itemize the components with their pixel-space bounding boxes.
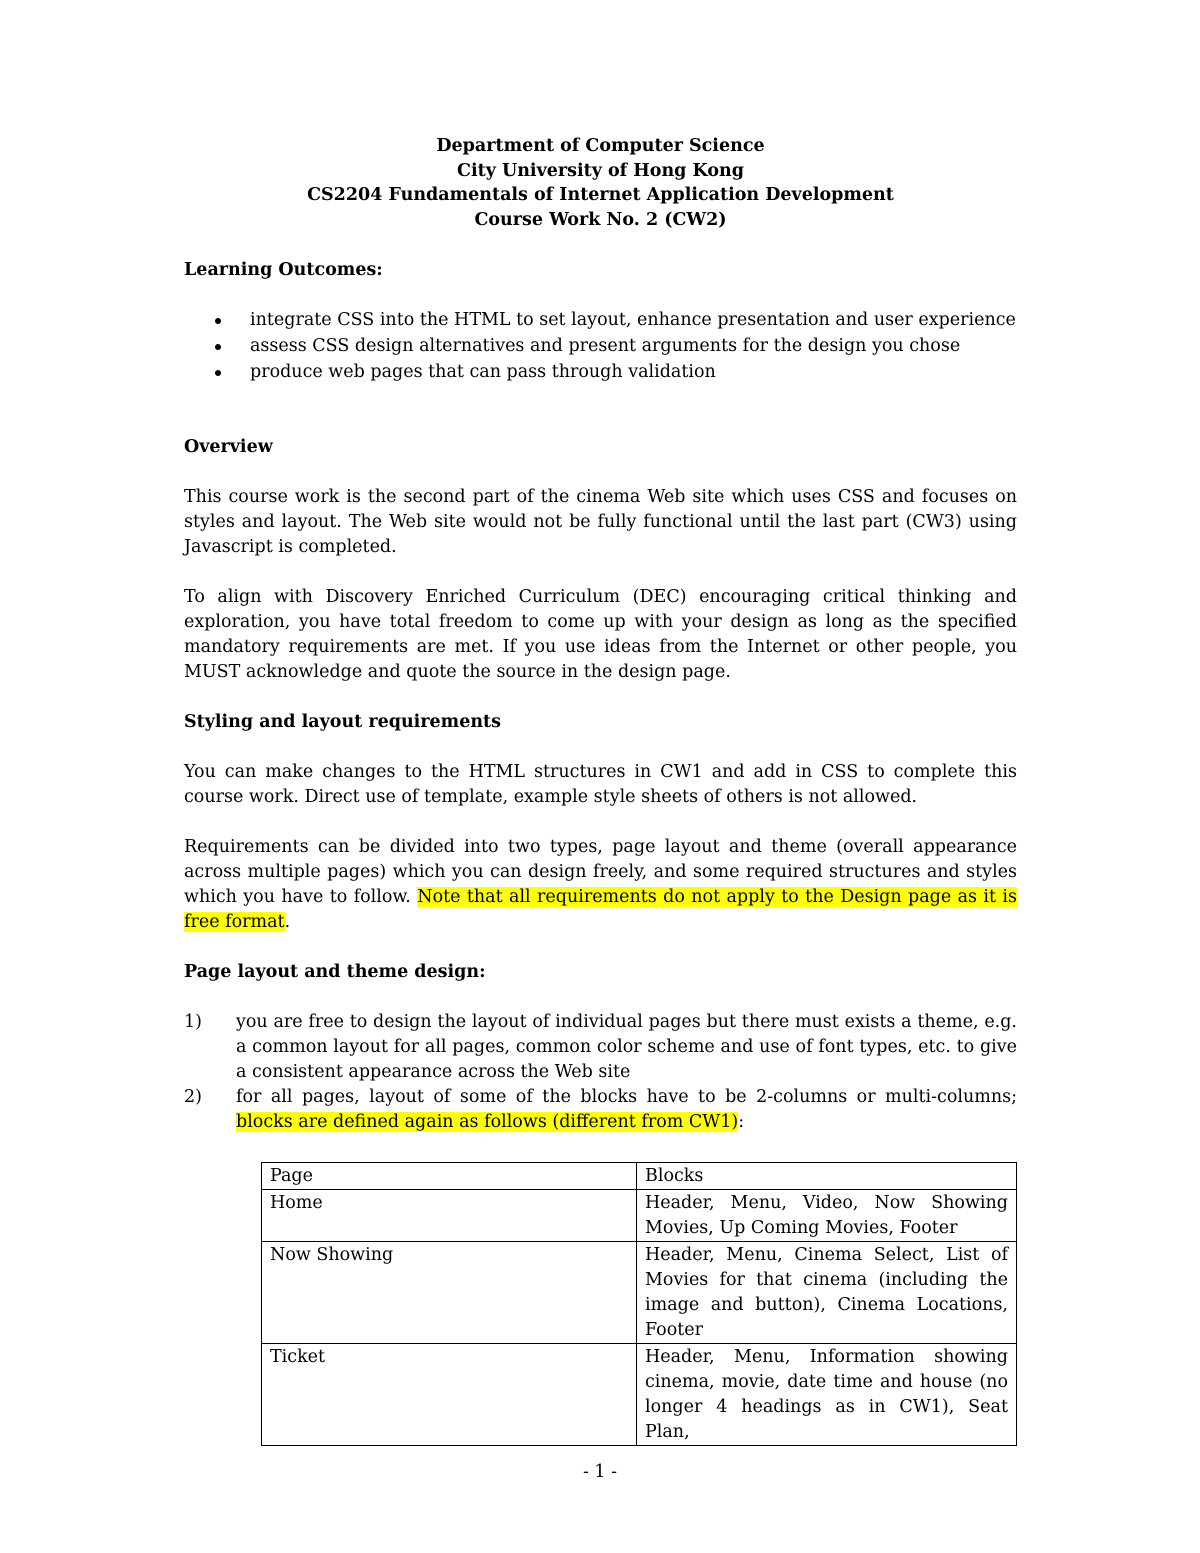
- overview-paragraph-1: This course work is the second part of the cinema Web site which uses CSS and focuses on styles and layout. The Web site would not be fully functional until the last part (CW3) using Javascript is completed.: [184, 487, 1017, 557]
- overview-heading: Overview: [184, 437, 273, 457]
- list-item: produce web pages that can pass through validation: [184, 359, 1017, 385]
- title-department: Department of Computer Science: [436, 136, 765, 156]
- blocks-table: [261, 1162, 1017, 1446]
- highlighted-note: blocks are defined again as follows (different from CW1): [236, 1112, 739, 1132]
- list-item: assess CSS design alternatives and present arguments for the design you chose: [184, 333, 1017, 359]
- title-course: CS2204 Fundamentals of Internet Application Development: [307, 185, 894, 205]
- page-layout-heading: Page layout and theme design:: [184, 962, 486, 982]
- title-university: City University of Hong Kong: [457, 160, 744, 181]
- highlighted-note: Note that all requirements do not apply to the Design page as it is free format: [184, 887, 1017, 932]
- list-item: integrate CSS into the HTML to set layout, enhance presentation and user experience: [184, 307, 1017, 333]
- list-number: 2): [184, 1087, 202, 1107]
- document-body: [184, 134, 1017, 1135]
- table-header-page: Page: [262, 1163, 637, 1190]
- list-item: 2) for all pages, layout of some of the blocks have to be 2-columns or multi-columns; blocks are defined again as follows (different from CW1):: [184, 1087, 1017, 1132]
- table-cell-blocks: Header, Menu, Video, Now Showing Movies, Up Coming Movies, Footer: [637, 1190, 1017, 1242]
- styling-paragraph-1: You can make changes to the HTML structures in CW1 and add in CSS to complete this course work. Direct use of template, example style sheets of others is not allowed.: [184, 762, 1017, 807]
- document-title: [184, 134, 1017, 232]
- bullet-icon: [215, 344, 221, 350]
- table-row: [262, 1190, 1017, 1242]
- table-cell-blocks: Header, Menu, Cinema Select, List of Movies for that cinema (including the image and button), Cinema Locations, Footer: [637, 1242, 1017, 1344]
- styling-heading: Styling and layout requirements: [184, 712, 501, 732]
- table-header-blocks: Blocks: [637, 1163, 1017, 1190]
- learning-outcomes-heading: Learning Outcomes:: [184, 260, 383, 280]
- title-coursework: Course Work No. 2 (CW2): [474, 209, 727, 230]
- overview-paragraph-2: To align with Discovery Enriched Curriculum (DEC) encouraging critical thinking and exploration, you have total freedom to come up with your design as long as the specified mandatory requirements are met. If you use ideas from the Internet or other people, you MUST acknowledge and quote the source in the design page.: [184, 587, 1017, 682]
- page-layout-list: [184, 1010, 1017, 1135]
- table-row: [262, 1344, 1017, 1446]
- styling-paragraph-2: Requirements can be divided into two types, page layout and theme (overall appearance across multiple pages) which you can design freely, and some required structures and styles which you have to follow. Note that all requirements do not apply to the Design page as it is free format.: [184, 837, 1017, 932]
- bullet-icon: [215, 318, 221, 324]
- bullet-icon: [215, 370, 221, 376]
- learning-outcomes-list: [184, 307, 1017, 385]
- table-cell-page: Now Showing: [262, 1242, 637, 1344]
- table-cell-page: Home: [262, 1190, 637, 1242]
- table-cell-blocks: Header, Menu, Information showing cinema, movie, date time and house (no longer 4 headings as in CW1), Seat Plan,: [637, 1344, 1017, 1446]
- list-number: 1): [184, 1012, 202, 1032]
- page-number: - 1 -: [582, 1462, 618, 1482]
- table-cell-page: Ticket: [262, 1344, 637, 1446]
- table-row: [262, 1242, 1017, 1344]
- table-header-row: [262, 1163, 1017, 1190]
- list-item: 1) you are free to design the layout of individual pages but there must exists a theme, e.g. a common layout for all pages, common color scheme and use of font types, etc. to give a consistent appearance across the Web site: [184, 1012, 1017, 1082]
